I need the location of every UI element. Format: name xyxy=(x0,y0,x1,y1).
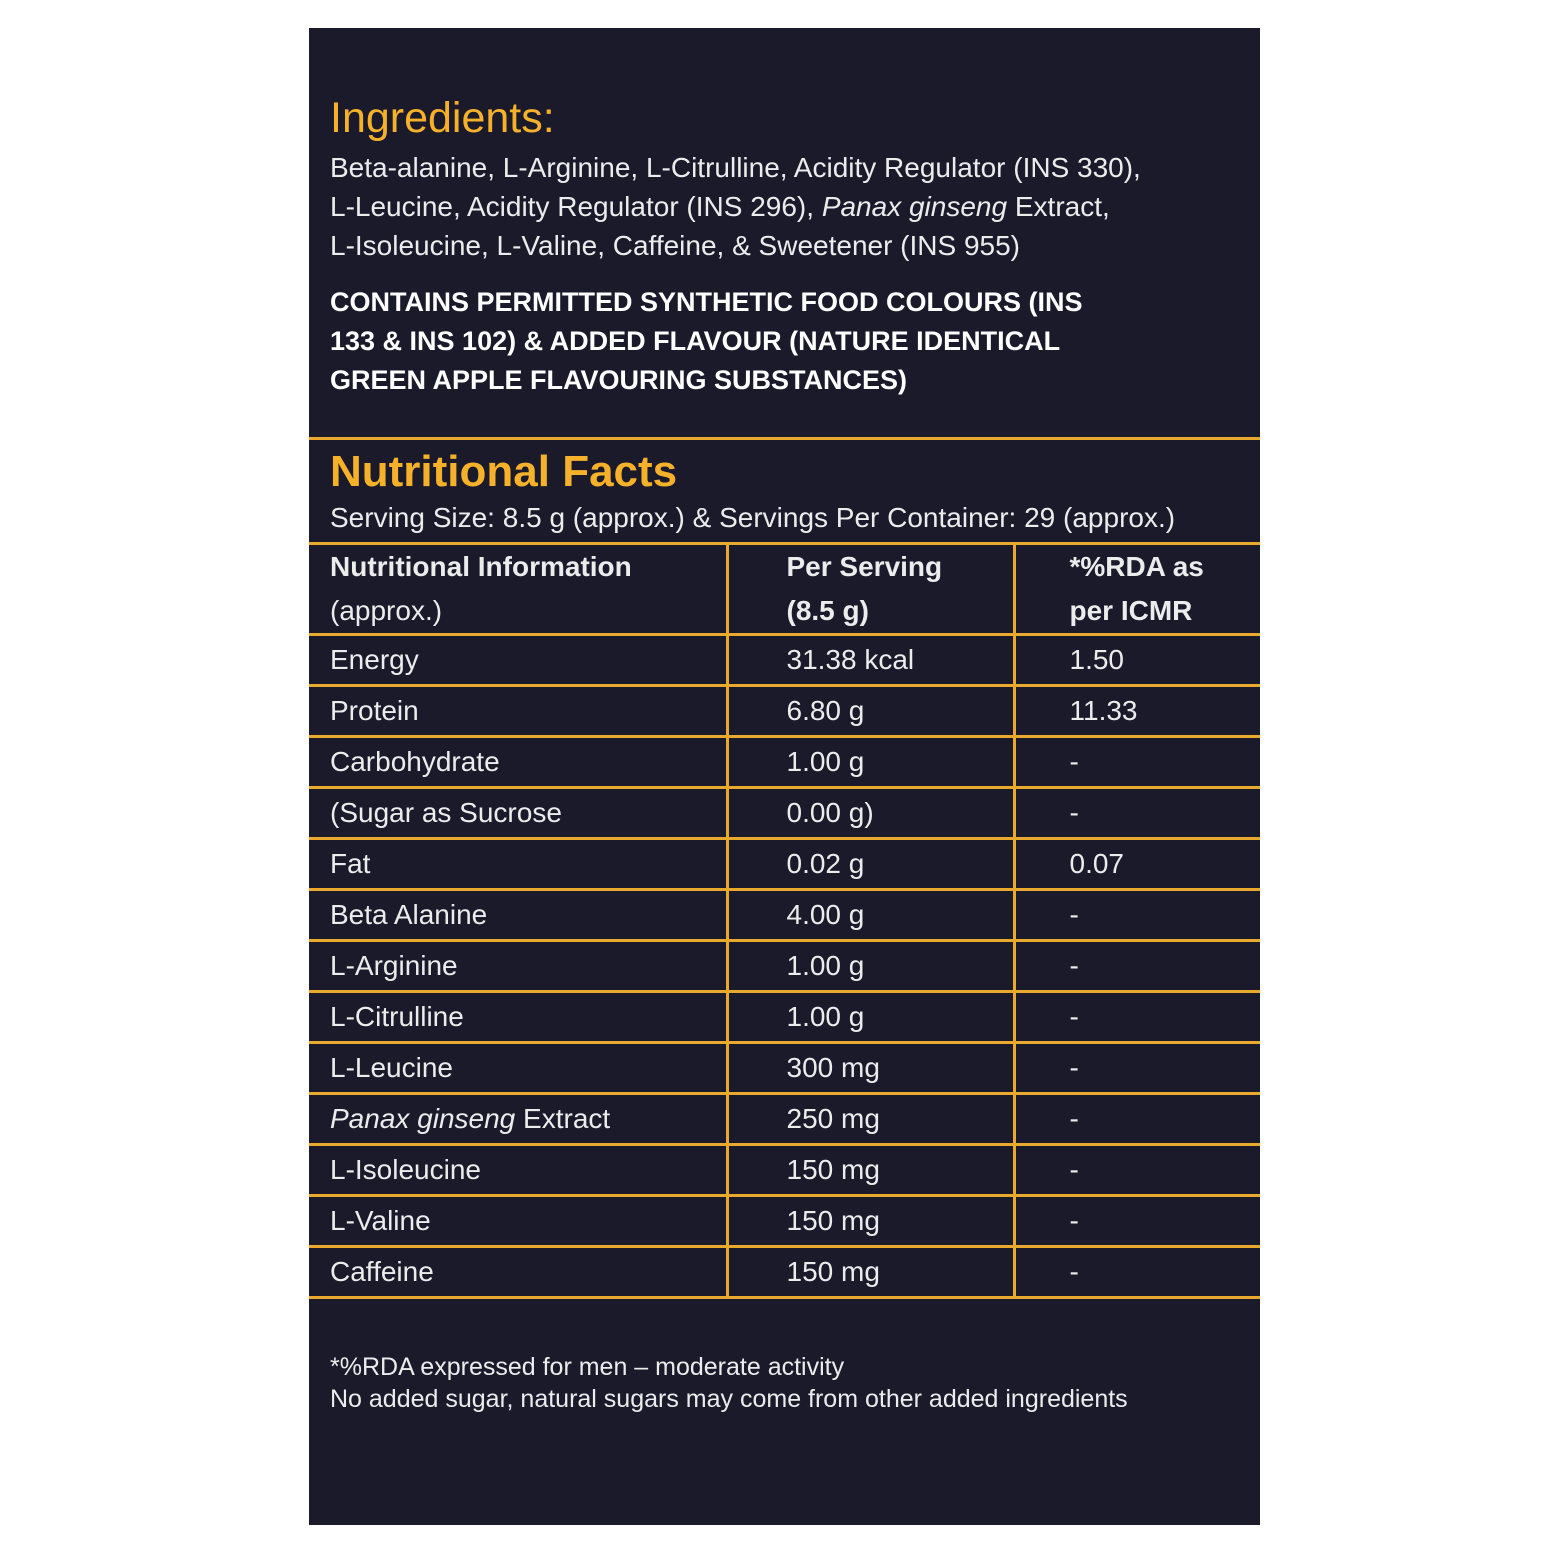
header-col2-line2: (8.5 g) xyxy=(786,595,869,626)
table-row xyxy=(309,839,1260,890)
rda-value: - xyxy=(1014,1043,1260,1094)
header-col2-line1: Per Serving xyxy=(786,551,943,582)
section-divider xyxy=(309,437,1260,440)
table-row xyxy=(309,737,1260,788)
contains-statement xyxy=(330,283,1240,400)
per-serving-value: 150 mg xyxy=(727,1196,1014,1247)
per-serving-value: 1.00 g xyxy=(727,941,1014,992)
nutrient-name: Energy xyxy=(309,635,727,686)
rda-value: - xyxy=(1014,1196,1260,1247)
table-row xyxy=(309,1094,1260,1145)
footnote-rda: *%RDA expressed for men – moderate activity xyxy=(330,1353,845,1381)
ingredients-line-2a: L-Leucine, Acidity Regulator (INS 296), xyxy=(330,191,822,222)
header-nutritional-information xyxy=(309,544,727,635)
table-row xyxy=(309,686,1260,737)
contains-line-1: CONTAINS PERMITTED SYNTHETIC FOOD COLOURS (INS xyxy=(330,287,1083,317)
rda-value: 11.33 xyxy=(1014,686,1260,737)
nutrition-title: Nutritional Facts xyxy=(330,447,678,496)
nutrient-name: L-Citrulline xyxy=(309,992,727,1043)
table-row xyxy=(309,1247,1260,1298)
header-col1-line1: Nutritional Information xyxy=(330,551,632,582)
nutrition-table-header xyxy=(309,544,1260,635)
table-row xyxy=(309,992,1260,1043)
per-serving-value: 1.00 g xyxy=(727,737,1014,788)
per-serving-value: 0.02 g xyxy=(727,839,1014,890)
rda-value: - xyxy=(1014,737,1260,788)
nutrient-name: L-Valine xyxy=(309,1196,727,1247)
label-panel xyxy=(309,28,1260,1525)
nutrient-name xyxy=(309,1094,727,1145)
nutrient-name: (Sugar as Sucrose xyxy=(309,788,727,839)
nutrition-table xyxy=(309,542,1260,1299)
nutrient-name: Fat xyxy=(309,839,727,890)
table-row xyxy=(309,1145,1260,1196)
per-serving-value: 1.00 g xyxy=(727,992,1014,1043)
table-row xyxy=(309,1196,1260,1247)
header-rda xyxy=(1014,544,1260,635)
rda-value: - xyxy=(1014,941,1260,992)
per-serving-value: 0.00 g) xyxy=(727,788,1014,839)
rda-value: 0.07 xyxy=(1014,839,1260,890)
nutrient-name: Caffeine xyxy=(309,1247,727,1298)
footnote-sugar: No added sugar, natural sugars may come from other added ingredients xyxy=(330,1385,1128,1413)
header-col3-line2: per ICMR xyxy=(1069,595,1193,626)
rda-value: 1.50 xyxy=(1014,635,1260,686)
contains-line-2: 133 & INS 102) & ADDED FLAVOUR (NATURE IDENTICAL xyxy=(330,326,1061,356)
per-serving-value: 250 mg xyxy=(727,1094,1014,1145)
ingredients-line-1: Beta-alanine, L-Arginine, L-Citrulline, Acidity Regulator (INS 330), xyxy=(330,152,1141,183)
per-serving-value: 6.80 g xyxy=(727,686,1014,737)
per-serving-value: 150 mg xyxy=(727,1247,1014,1298)
rda-value: - xyxy=(1014,992,1260,1043)
contains-line-3: GREEN APPLE FLAVOURING SUBSTANCES) xyxy=(330,365,908,395)
serving-info: Serving Size: 8.5 g (approx.) & Servings Per Container: 29 (approx.) xyxy=(330,502,1176,533)
header-col1-line2: (approx.) xyxy=(330,595,443,626)
per-serving-value: 31.38 kcal xyxy=(727,635,1014,686)
rda-value: - xyxy=(1014,788,1260,839)
nutrient-name-italic: Panax ginseng xyxy=(330,1103,516,1134)
header-col3-line1: *%RDA as xyxy=(1069,551,1204,582)
ingredients-line-3: L-Isoleucine, L-Valine, Caffeine, & Sweetener (INS 955) xyxy=(330,230,1021,261)
rda-value: - xyxy=(1014,1247,1260,1298)
nutrient-name: Beta Alanine xyxy=(309,890,727,941)
nutrient-name: L-Arginine xyxy=(309,941,727,992)
rda-value: - xyxy=(1014,1094,1260,1145)
ingredients-line-2-italic: Panax ginseng xyxy=(821,191,1008,222)
rda-value: - xyxy=(1014,1145,1260,1196)
ingredients-line-2b: Extract, xyxy=(1007,191,1110,222)
table-row xyxy=(309,788,1260,839)
nutrient-name: L-Isoleucine xyxy=(309,1145,727,1196)
table-row xyxy=(309,890,1260,941)
ingredients-list xyxy=(330,148,1240,265)
per-serving-value: 300 mg xyxy=(727,1043,1014,1094)
nutrient-name: Protein xyxy=(309,686,727,737)
nutrient-name: L-Leucine xyxy=(309,1043,727,1094)
rda-value: - xyxy=(1014,890,1260,941)
header-per-serving xyxy=(727,544,1014,635)
per-serving-value: 4.00 g xyxy=(727,890,1014,941)
nutrient-name-rest: Extract xyxy=(515,1103,611,1134)
table-row xyxy=(309,635,1260,686)
table-row xyxy=(309,1043,1260,1094)
table-row xyxy=(309,941,1260,992)
per-serving-value: 150 mg xyxy=(727,1145,1014,1196)
ingredients-section xyxy=(330,90,1240,400)
footnotes xyxy=(330,1351,1128,1415)
ingredients-title: Ingredients: xyxy=(330,94,555,142)
nutrient-name: Carbohydrate xyxy=(309,737,727,788)
